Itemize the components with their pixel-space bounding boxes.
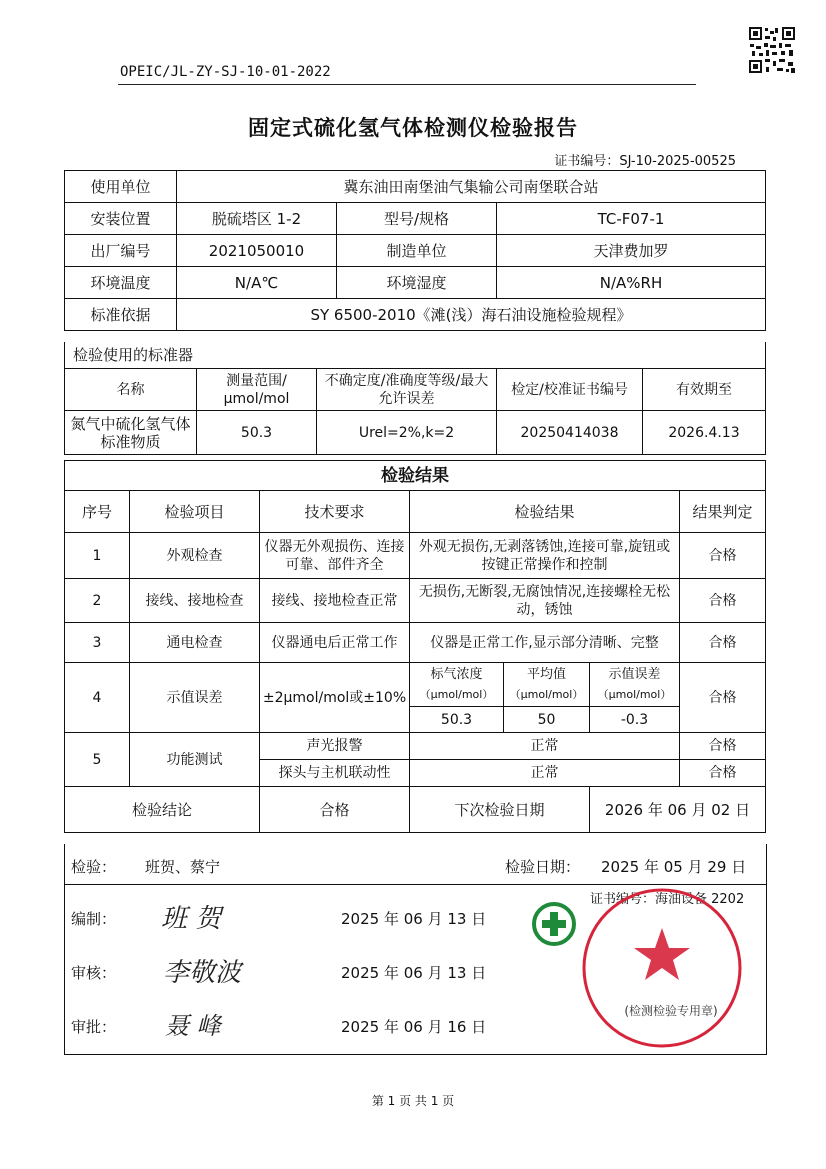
page-footer: 第 1 页 共 1 页: [371, 1094, 455, 1108]
table-row: [65, 579, 766, 623]
conclusion-value: 合格: [260, 787, 410, 833]
prepared-label: 编制：: [71, 910, 117, 928]
approved-label: 审批：: [71, 1018, 117, 1036]
function-sub-verdict: 合格: [680, 733, 766, 760]
location-label: 安装位置: [65, 203, 177, 235]
standard-uncertainty-value: Urel=2%,k=2: [317, 411, 497, 455]
row-number: 2: [65, 579, 130, 623]
next-date-value: 2026 年 06 月 02 日: [590, 787, 766, 833]
model-label: 型号/规格: [337, 203, 497, 235]
row-item: 接线、接地检查: [130, 579, 260, 623]
reference-standards-table: [64, 342, 766, 455]
standards-header-uncertainty: 不确定度/准确度等级/最大允许误差: [317, 369, 497, 411]
table-row: [65, 623, 766, 663]
standard-material-name: 氮气中硫化氢气体标准物质: [65, 411, 197, 455]
standards-section-title: 检验使用的标准器: [65, 342, 766, 369]
report-title: 固定式硫化氢气体检测仪检验报告: [248, 116, 578, 140]
approved-date: 2025 年 06 月 16 日: [341, 1018, 487, 1036]
official-stamp: [520, 884, 760, 1052]
standards-header-cert: 检定/校准证书编号: [497, 369, 643, 411]
row-result: 仪器是正常工作,显示部分清晰、完整: [410, 623, 680, 663]
function-sub-result: 正常: [410, 760, 680, 787]
function-sub-verdict: 合格: [680, 760, 766, 787]
user-label: 使用单位: [65, 171, 177, 203]
function-sub-requirement: 声光报警: [260, 733, 410, 760]
standard-range-value: 50.3: [197, 411, 317, 455]
humidity-label: 环境湿度: [337, 267, 497, 299]
location-value: 脱硫塔区 1-2: [177, 203, 337, 235]
row-requirement: ±2μmol/mol或±10%: [260, 663, 410, 733]
stamp-cert-number: 证书编号：海油设备 2202: [590, 892, 745, 907]
row-item: 功能测试: [130, 733, 260, 787]
conclusion-label: 检验结论: [65, 787, 260, 833]
results-header-verdict: 结果判定: [680, 491, 766, 533]
row-requirement: 接线、接地检查正常: [260, 579, 410, 623]
qr-code-icon: [748, 26, 796, 74]
table-row: [65, 533, 766, 579]
error-header-concentration: 标气浓度 （μmol/mol）: [410, 663, 504, 707]
row-item: 通电检查: [130, 623, 260, 663]
maker-value: 天津费加罗: [497, 235, 766, 267]
inspection-date-value: 2025 年 05 月 29 日: [601, 858, 747, 876]
row-requirement: 仪器无外观损伤、连接可靠、部件齐全: [260, 533, 410, 579]
inspection-date-label: 检验日期：: [505, 858, 581, 876]
row-item: 示值误差: [130, 663, 260, 733]
prepared-date: 2025 年 06 月 13 日: [341, 910, 487, 928]
row-number: 3: [65, 623, 130, 663]
table-row: [65, 733, 766, 760]
humidity-value: N/A%RH: [497, 267, 766, 299]
device-info-table: [64, 170, 766, 331]
results-header-no: 序号: [65, 491, 130, 533]
inspector-label: 检验：: [71, 858, 117, 876]
row-result: 无损伤,无断裂,无腐蚀情况,连接螺栓无松动，锈蚀: [410, 579, 680, 623]
results-header-result: 检验结果: [410, 491, 680, 533]
row-number: 5: [65, 733, 130, 787]
row-verdict: 合格: [680, 663, 766, 733]
maker-label: 制造单位: [337, 235, 497, 267]
prepared-signature: 班 贺: [161, 904, 222, 934]
reviewed-date: 2025 年 06 月 13 日: [341, 964, 487, 982]
error-header-error: 示值误差 （μmol/mol）: [590, 663, 680, 707]
approved-signature: 聂 峰: [165, 1012, 221, 1040]
serial-label: 出厂编号: [65, 235, 177, 267]
table-row: [65, 663, 766, 707]
error-value-concentration: 50.3: [410, 707, 504, 733]
standards-header-name: 名称: [65, 369, 197, 411]
row-requirement: 仪器通电后正常工作: [260, 623, 410, 663]
temperature-label: 环境温度: [65, 267, 177, 299]
inspection-results-table: [64, 460, 766, 833]
results-section-title: 检验结果: [65, 461, 766, 491]
standard-validity-value: 2026.4.13: [643, 411, 766, 455]
header-rule: [118, 84, 696, 85]
row-result: 外观无损伤,无剥落锈蚀,连接可靠,旋钮或按键正常操作和控制: [410, 533, 680, 579]
serial-value: 2021050010: [177, 235, 337, 267]
document-number: OPEIC/JL-ZY-SJ-10-01-2022: [120, 64, 331, 80]
function-sub-requirement: 探头与主机联动性: [260, 760, 410, 787]
certificate-number: 证书编号：SJ-10-2025-00525: [554, 154, 736, 169]
standard-value: SY 6500-2010《滩(浅）海石油设施检验规程》: [177, 299, 766, 331]
standard-label: 标准依据: [65, 299, 177, 331]
stamp-seal-icon: [572, 884, 752, 1052]
reviewed-label: 审核：: [71, 964, 117, 982]
error-value-average: 50: [504, 707, 590, 733]
row-number: 4: [65, 663, 130, 733]
row-item: 外观检查: [130, 533, 260, 579]
standards-header-validity: 有效期至: [643, 369, 766, 411]
next-date-label: 下次检验日期: [410, 787, 590, 833]
results-header-requirement: 技术要求: [260, 491, 410, 533]
row-verdict: 合格: [680, 623, 766, 663]
stamp-center-text: (检测检验专用章): [624, 1004, 718, 1018]
temperature-value: N/A℃: [177, 267, 337, 299]
error-value-error: -0.3: [590, 707, 680, 733]
model-value: TC-F07-1: [497, 203, 766, 235]
error-header-average: 平均值 （μmol/mol）: [504, 663, 590, 707]
function-sub-result: 正常: [410, 733, 680, 760]
user-value: 冀东油田南堡油气集输公司南堡联合站: [177, 171, 766, 203]
row-verdict: 合格: [680, 533, 766, 579]
standard-cert-value: 20250414038: [497, 411, 643, 455]
results-header-item: 检验项目: [130, 491, 260, 533]
standards-header-range: 测量范围/μmol/mol: [197, 369, 317, 411]
row-verdict: 合格: [680, 579, 766, 623]
row-number: 1: [65, 533, 130, 579]
reviewed-signature: 李敬波: [163, 958, 242, 988]
inspector-value: 班贺、蔡宁: [145, 858, 221, 876]
conclusion-row: [65, 787, 766, 833]
